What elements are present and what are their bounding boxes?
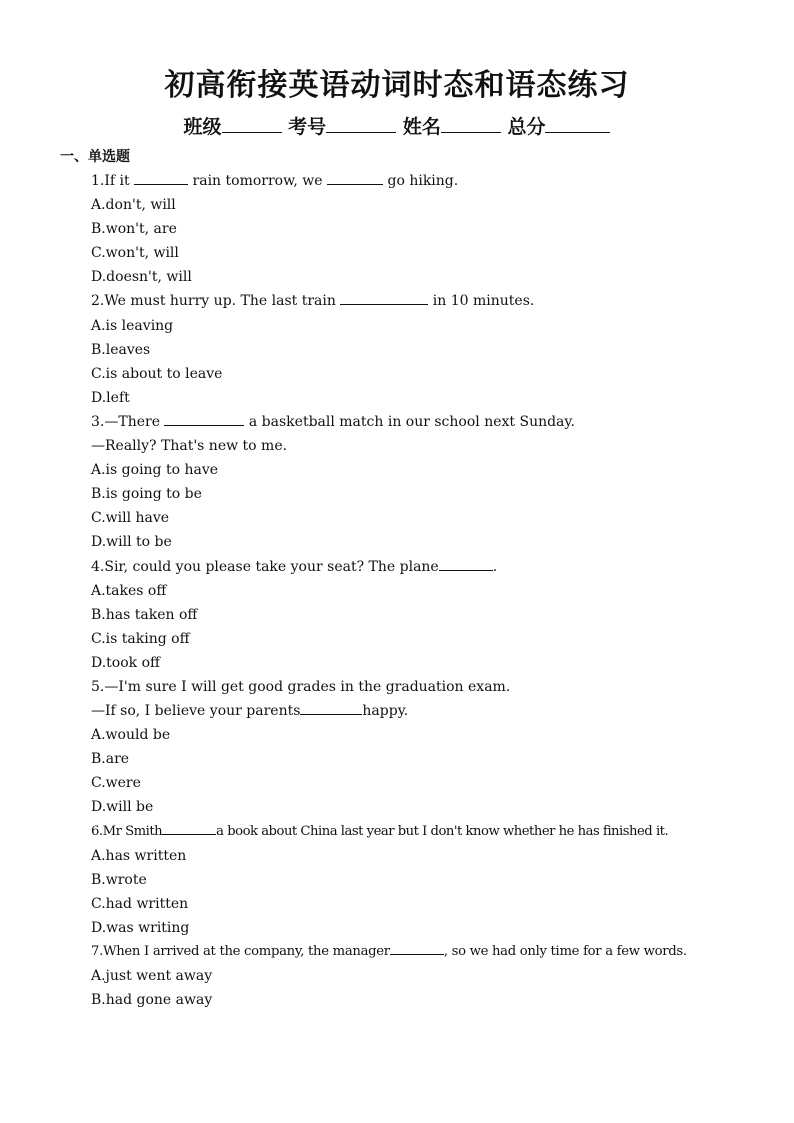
question-stem: 6.Mr Smith a book about China last year but I don't know whether he has finished it. <box>60 820 740 844</box>
option: B.won't, are <box>91 221 177 238</box>
option: A.is leaving <box>91 317 174 334</box>
option: C.had written <box>91 895 189 912</box>
option: A.has written <box>91 847 187 864</box>
option: B.is going to be <box>91 486 202 503</box>
option: D.doesn't, will <box>91 269 192 286</box>
option: D.will to be <box>91 534 172 551</box>
option: A.don't, will <box>91 197 176 214</box>
page-title: 初高衔接英语动词时态和语态练习 <box>164 68 630 103</box>
question-stem: 7.When I arrived at the company, the manager , so we had only time for a few words. <box>60 940 740 964</box>
dialogue-reply: —If so, I believe your parents happy. <box>91 703 409 720</box>
answer-blank <box>300 701 362 715</box>
option: A.would be <box>91 727 171 744</box>
class-label: 班级 <box>183 116 222 138</box>
question-list <box>60 169 740 1012</box>
option: B.had gone away <box>91 992 213 1009</box>
answer-blank <box>390 941 444 955</box>
option: B.leaves <box>91 341 151 358</box>
option: D.was writing <box>91 919 190 936</box>
option: B.are <box>91 751 130 768</box>
name-label: 姓名 <box>402 116 441 138</box>
answer-blank <box>162 821 216 835</box>
option: A.just went away <box>91 968 213 985</box>
option: B.has taken off <box>91 606 198 623</box>
student-info-line <box>0 112 794 139</box>
option: C.is taking off <box>91 630 190 647</box>
section-title: 一、单选题 <box>60 149 130 165</box>
option: D.left <box>91 389 130 406</box>
exam-no-label: 考号 <box>288 116 327 138</box>
option: C.were <box>91 775 141 792</box>
option: A.is going to have <box>91 462 219 479</box>
name-blank[interactable] <box>441 114 501 133</box>
score-blank[interactable] <box>545 114 610 133</box>
option: C.will have <box>91 510 170 527</box>
score-label: 总分 <box>507 116 546 138</box>
answer-blank <box>164 412 244 426</box>
option: A.takes off <box>91 582 167 599</box>
answer-blank <box>134 171 188 185</box>
option: C.won't, will <box>91 245 179 262</box>
class-blank[interactable] <box>222 114 282 133</box>
option: D.took off <box>91 654 160 671</box>
question-stem: 2.We must hurry up. The last train in 10 minutes. <box>91 293 535 310</box>
dialogue-reply: —Really? That's new to me. <box>91 438 288 455</box>
question-stem: 4.Sir, could you please take your seat? The plane . <box>91 558 498 575</box>
question-stem: 1.If it rain tomorrow, we go hiking. <box>91 173 459 189</box>
option: D.will be <box>91 799 154 816</box>
option: B.wrote <box>91 871 147 888</box>
answer-blank <box>439 557 493 571</box>
answer-blank <box>340 291 428 305</box>
question-stem: 3.—There a basketball match in our school next Sunday. <box>91 413 575 430</box>
exam-no-blank[interactable] <box>326 114 396 133</box>
option: C.is about to leave <box>91 365 223 382</box>
answer-blank <box>327 171 383 185</box>
question-stem: 5.—I'm sure I will get good grades in the graduation exam. <box>91 678 511 695</box>
